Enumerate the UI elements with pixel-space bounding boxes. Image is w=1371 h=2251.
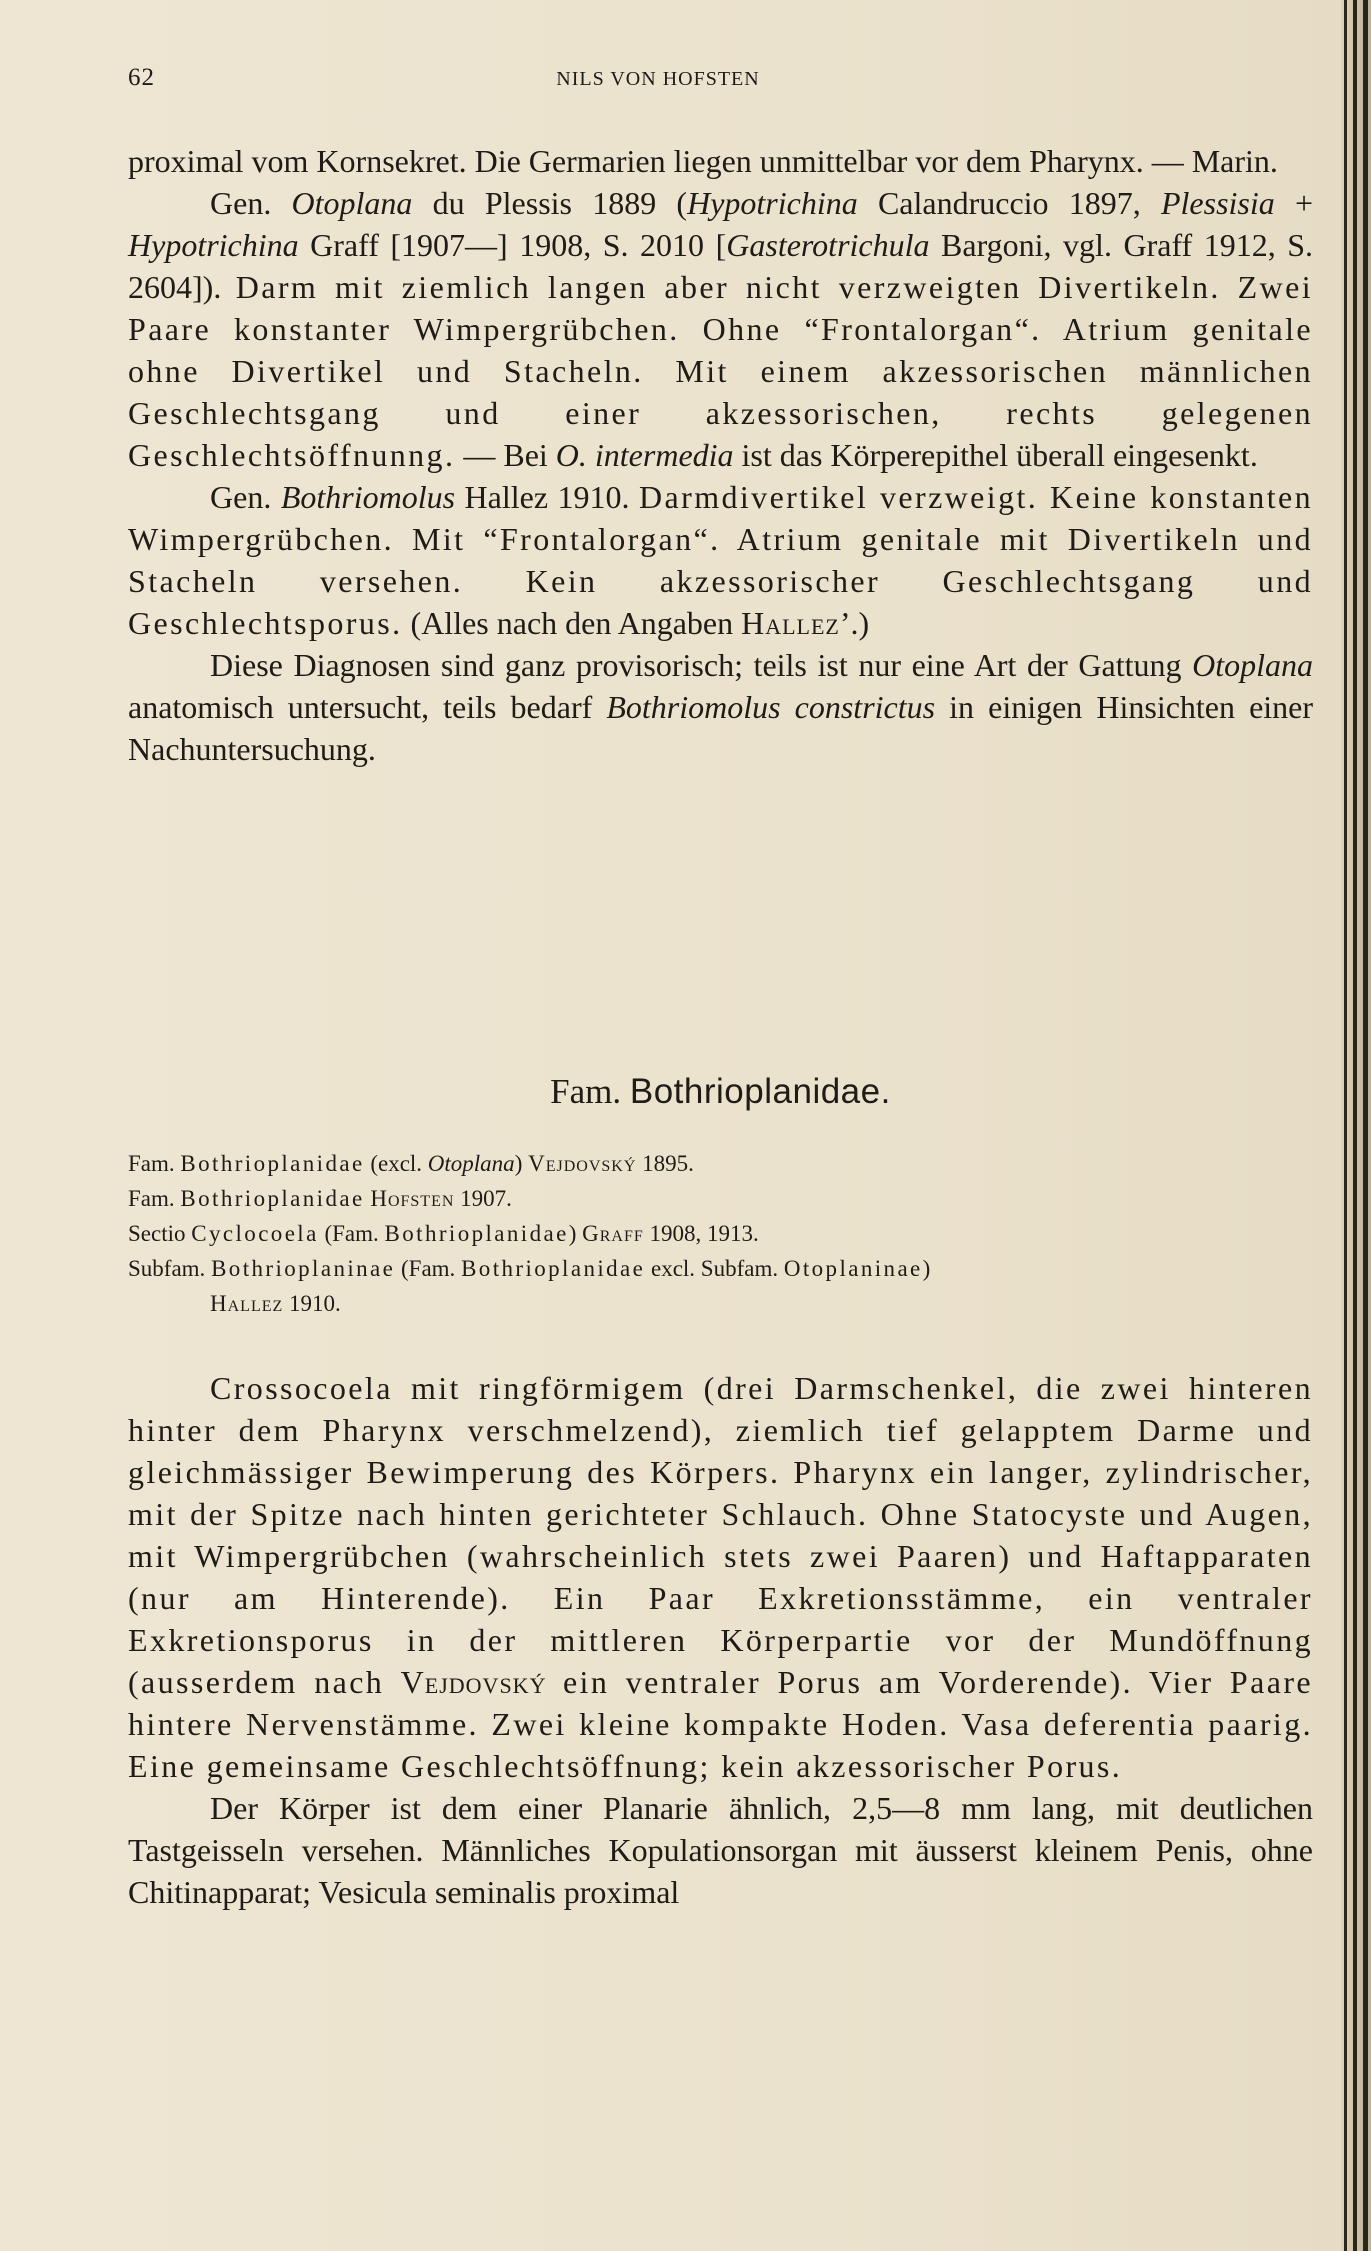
genus-name: Hypotrichina xyxy=(128,227,299,263)
page-edge-line xyxy=(1344,0,1347,2251)
text-span: (Alles nach den Angaben xyxy=(402,605,742,641)
author-name: Graff xyxy=(582,1221,644,1246)
taxon-name: Bothrioplaninae xyxy=(211,1256,396,1281)
text-span: Calandruccio 1897, xyxy=(857,185,1161,221)
taxon-name: Cyclocoela xyxy=(191,1221,319,1246)
text-span: Bargoni, vgl. Graff 1912, S. 2604]). xyxy=(128,227,1314,305)
author-name: Vejdovský xyxy=(528,1151,637,1176)
author-name: Hallez xyxy=(210,1291,284,1316)
text-span: ) xyxy=(568,1221,583,1246)
family-heading-name: Bothrioplanidae. xyxy=(629,1072,891,1111)
text-span: Gen. xyxy=(210,185,292,221)
text-span: 1908, 1913. xyxy=(643,1221,759,1246)
synonym-entry xyxy=(128,1251,1313,1286)
text-span: Graff [1907—] 1908, S. 2010 [ xyxy=(298,227,727,263)
diagnosis-text: Crossocoela mit ringförmigem (drei Darmschenkel, die zwei hinteren hinter dem Pharynx verschmelzend), ziemlich tief gelapptem Darme und gleichmässiger Bewimperung des Körpers. Pharynx ein langer, zylindrischer, mit der Spitze nach hinten gerichteter Schlauch. Ohne Statocyste und Augen, mit Wimpergrübchen (wahrscheinlich stets zwei Paaren) und Haftapparaten (nur am Hinterende). Ein Paar Exkretionsstämme, ein ventraler Exkretionsporus in der mittleren Körperpartie vor der Mundöffnung (ausserdem nach xyxy=(128,1370,1313,1700)
taxon-name: Bothrioplanidae xyxy=(180,1151,365,1176)
text-span: ) xyxy=(514,1151,529,1176)
author-name: Vejdovský xyxy=(400,1664,547,1700)
family-heading-label: Fam. xyxy=(550,1072,630,1111)
taxon-name: Bothrioplanidae xyxy=(384,1221,569,1246)
page-number: 62 xyxy=(128,64,155,91)
text-span: Fam. xyxy=(128,1151,181,1176)
genus-name: Hypotrichina xyxy=(687,185,858,221)
text-span: Hallez 1910. xyxy=(455,479,640,515)
page-edge xyxy=(1341,0,1371,2251)
paragraph-family-diagnosis xyxy=(128,1367,1313,1787)
synonym-entry-continuation xyxy=(128,1286,1313,1321)
text-span: anatomisch untersucht, teils bedarf xyxy=(128,689,607,725)
text-span: (excl. xyxy=(364,1151,428,1176)
taxon-name: Bothrioplanidae xyxy=(461,1256,646,1281)
running-head: NILS VON HOFSTEN xyxy=(556,68,760,90)
paragraph-note xyxy=(128,644,1313,770)
text-span: ist das Körperepithel überall eingesenkt. xyxy=(733,437,1258,473)
synonym-entry xyxy=(128,1181,1313,1216)
text-span: ) xyxy=(922,1256,931,1281)
page-edge-line xyxy=(1353,0,1357,2251)
author-name: Hofsten xyxy=(370,1186,455,1211)
diagnosis-text: ein ventraler Porus am Vorderende). Vier Paare hintere Nervenstämme. Zwei kleine kompakte Hoden. Vasa deferentia paarig. Eine gemeinsame Geschlechtsöffnung; kein akzessorischer Porus. xyxy=(128,1664,1313,1784)
text-span: proximal vom Kornsekret. Die Germarien liegen unmittelbar vor dem Pharynx. — Marin. xyxy=(128,143,1278,179)
genus-name: Plessisia xyxy=(1160,185,1275,221)
text-span: Diese Diagnosen sind ganz provisorisch; teils ist nur eine Art der Gattung xyxy=(210,647,1193,683)
text-span: (Fam. xyxy=(395,1256,462,1281)
text-span: Der Körper ist dem einer Planarie ähnlich, 2,5—8 mm lang, mit deutlichen Tastgeisseln versehen. Männliches Kopulationsorgan mit äusserst kleinem Penis, ohne Chitinapparat; Vesicula seminalis proximal xyxy=(128,1790,1313,1910)
text-block-genera xyxy=(128,140,1313,770)
paragraph-otoplana xyxy=(128,182,1313,476)
text-span: in einigen Hinsichten einer Nachuntersuchung. xyxy=(128,689,1314,767)
genus-name: Bothriomolus xyxy=(280,479,456,515)
text-span: (Fam. xyxy=(318,1221,385,1246)
text-span: Subfam. xyxy=(128,1256,212,1281)
synonymy-list xyxy=(128,1146,1313,1321)
paragraph-bothriomolus xyxy=(128,476,1313,644)
species-name: Bothriomolus constrictus xyxy=(606,689,936,725)
text-span: Fam. xyxy=(128,1186,181,1211)
synonym-entry xyxy=(128,1216,1313,1251)
text-span: — Bei xyxy=(455,437,556,473)
genus-name: Otoplana xyxy=(1192,647,1313,683)
text-block-family-diagnosis xyxy=(128,1367,1313,1913)
text-span: du Plessis 1889 ( xyxy=(412,185,688,221)
page-header xyxy=(128,64,1318,104)
taxon-name: Otoplaninae xyxy=(783,1256,923,1281)
text-span: excl. Subfam. xyxy=(645,1256,784,1281)
text-span: 1895. xyxy=(636,1151,694,1176)
text-span: 1910. xyxy=(283,1291,341,1316)
genus-name: Gasterotrichula xyxy=(726,227,930,263)
diagnosis-text: Darmdivertikel verzweigt. Keine konstanten Wimpergrübchen. Mit “Frontalorgan“. Atrium genitale mit Divertikeln und Stacheln versehen. Kein akzessorischer Geschlechtsgang und Geschlechtsporus. xyxy=(128,479,1313,641)
text-span: ’.) xyxy=(839,605,870,641)
diagnosis-text: Darm mit ziemlich langen aber nicht verzweigten Divertikeln. Zwei Paare konstanter Wimpergrübchen. Ohne “Frontalorgan“. Atrium genitale ohne Divertikel und Stacheln. Mit einem akzessorischen männlichen Geschlechtsgang und einer akzessorischen, rechts gelegenen Geschlechtsöffnunng. xyxy=(128,269,1313,473)
text-span: + xyxy=(1274,185,1314,221)
genus-name: Otoplana xyxy=(427,1151,515,1176)
species-name: O. intermedia xyxy=(555,437,734,473)
family-heading xyxy=(128,1072,1313,1112)
text-span: 1907. xyxy=(454,1186,512,1211)
text-span: Gen. xyxy=(210,479,281,515)
synonym-entry xyxy=(128,1146,1313,1181)
paragraph-description xyxy=(128,1787,1313,1913)
text-span: Sectio xyxy=(128,1221,192,1246)
page-edge-line xyxy=(1363,0,1368,2251)
paragraph xyxy=(128,140,1313,182)
taxon-name: Bothrioplanidae xyxy=(180,1186,365,1211)
genus-name: Otoplana xyxy=(291,185,413,221)
author-name: Hallez xyxy=(741,605,840,641)
